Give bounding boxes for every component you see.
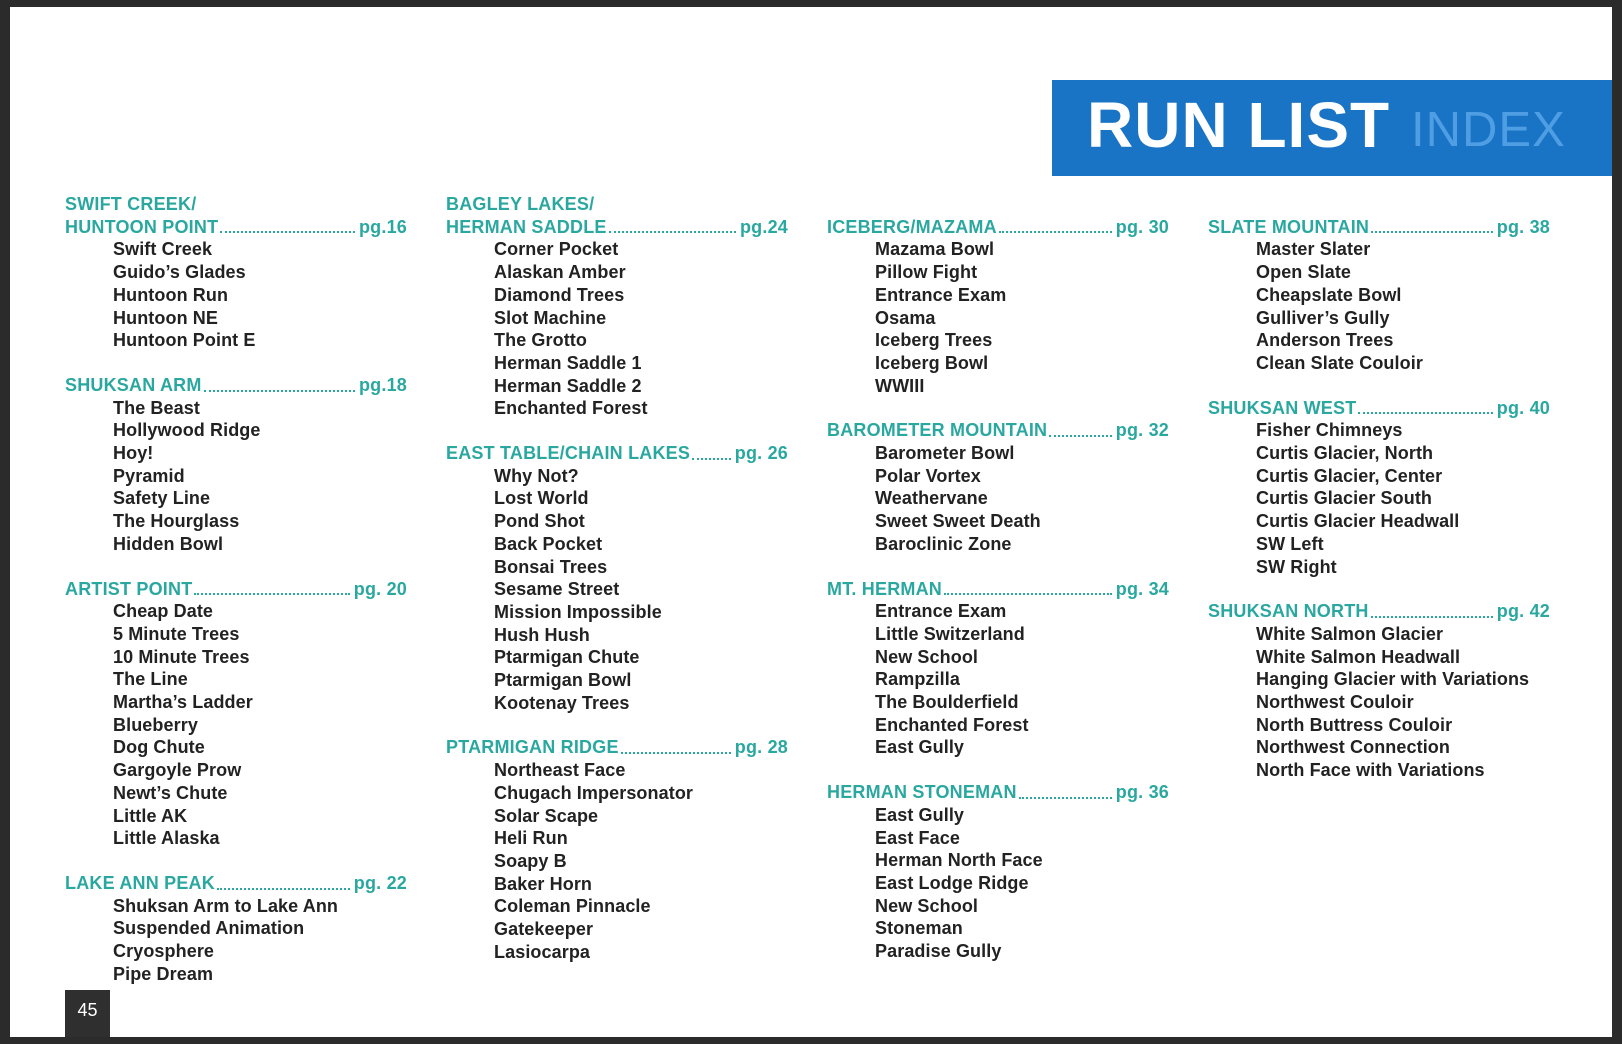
run-name: Safety Line [113,488,211,509]
run-name: Corner Pocket [494,239,619,260]
run-name: East Lodge Ridge [875,872,1029,893]
run-name: Curtis Glacier, Center [1256,465,1443,486]
index-section [446,736,788,963]
index-section [65,872,407,986]
run-name: Paradise Gully [875,941,1002,962]
section-heading [1208,397,1550,420]
run-name: Diamond Trees [494,284,625,305]
run-name: Osama [875,307,936,328]
run-name: Cheap Date [113,601,214,622]
run-name: Entrance Exam [875,284,1007,305]
run-name: SW Left [1256,533,1324,554]
dot-leader [609,216,736,239]
run-name: Why Not? [494,465,579,486]
section-title: SLATE MOUNTAIN [1208,216,1370,237]
section-title: SWIFT CREEK/ [65,194,197,214]
section-heading [65,374,407,397]
run-name: The Boulderfield [875,692,1019,713]
run-list [446,759,788,963]
run-name: Kootenay Trees [494,692,630,713]
run-name: Pipe Dream [113,963,214,984]
run-name: North Buttress Couloir [1256,714,1453,735]
run-name: East Face [875,827,960,848]
run-name: Soapy B [494,850,567,871]
run-name: Martha’s Ladder [113,692,253,713]
run-list [65,238,407,352]
run-name: Curtis Glacier South [1256,488,1433,509]
run-name: The Grotto [494,330,587,351]
dot-leader [220,216,355,239]
run-name: Solar Scape [494,805,599,826]
run-list [827,442,1169,556]
run-name: SW Right [1256,556,1337,577]
run-name: The Beast [113,397,200,418]
section-title: SHUKSAN ARM [65,374,202,395]
run-list [827,804,1169,963]
run-name: East Gully [875,804,965,825]
run-name: Enchanted Forest [875,714,1029,735]
run-name: 5 Minute Trees [113,623,240,644]
run-name: Mission Impossible [494,601,662,622]
page-number: 45 [65,990,110,1037]
run-name: Northeast Face [494,760,626,781]
run-name: New School [875,895,979,916]
run-list [827,600,1169,759]
section-heading [1208,216,1550,239]
run-name: Pillow Fight [875,262,978,283]
section-page-ref: pg. 34 [1115,578,1169,599]
run-name: Northwest Connection [1256,737,1450,758]
run-name: Little Alaska [113,828,220,849]
run-name: Mazama Bowl [875,239,995,260]
run-name: Herman Saddle 2 [494,375,642,396]
section-page-ref: pg.24 [739,216,788,237]
section-heading [446,442,788,465]
section-heading [1208,600,1550,623]
run-name: Ptarmigan Chute [494,647,640,668]
section-heading [446,736,788,759]
run-name: 10 Minute Trees [113,646,250,667]
run-name: WWIII [875,375,925,396]
dot-leader [1019,781,1112,804]
title-banner [1052,80,1612,176]
run-name: White Salmon Glacier [1256,623,1444,644]
run-list [446,465,788,715]
index-section [827,419,1169,555]
dot-leader [1371,216,1493,239]
run-name: Hanging Glacier with Variations [1256,669,1530,690]
run-list [446,238,788,420]
section-page-ref: pg.18 [358,374,407,395]
run-name: Sesame Street [494,579,620,600]
dot-leader [1049,419,1112,442]
run-name: Hollywood Ridge [113,420,261,441]
index-section [827,216,1169,398]
run-name: Huntoon Point E [113,330,256,351]
run-name: Anderson Trees [1256,330,1394,351]
run-name: Entrance Exam [875,601,1007,622]
run-list [65,895,407,986]
dot-leader [217,872,350,895]
run-name: Herman North Face [875,850,1043,871]
index-section [1208,216,1550,375]
run-name: Ptarmigan Bowl [494,670,632,691]
section-title: MT. HERMAN [827,578,942,599]
section-page-ref: pg. 22 [353,872,407,893]
banner-title: RUN LIST [1087,89,1391,161]
section-page-ref: pg. 32 [1115,420,1169,441]
run-name: Barometer Bowl [875,443,1015,464]
run-name: Gulliver’s Gully [1256,307,1390,328]
section-heading [827,419,1169,442]
run-name: East Gully [875,737,965,758]
index-section [65,193,407,352]
dot-leader [194,578,349,601]
dot-leader [999,216,1112,239]
index-section [446,442,788,714]
section-heading [827,578,1169,601]
index-section [65,578,407,850]
document-page [10,7,1612,1037]
section-title: HERMAN SADDLE [446,216,607,237]
index-column-1 [65,193,407,1008]
run-name: White Salmon Headwall [1256,646,1461,667]
run-name: Fisher Chimneys [1256,420,1403,441]
dot-leader [1358,397,1492,420]
run-name: Stoneman [875,918,963,939]
section-title: SHUKSAN NORTH [1208,601,1369,622]
run-list [1208,623,1550,782]
section-title: LAKE ANN PEAK [65,872,215,893]
section-page-ref: pg. 28 [734,737,788,758]
dot-leader [204,374,355,397]
run-name: Coleman Pinnacle [494,896,651,917]
run-name: Huntoon Run [113,284,229,305]
section-title: HERMAN STONEMAN [827,782,1017,803]
run-name: Enchanted Forest [494,398,648,419]
section-page-ref: pg. 42 [1496,601,1550,622]
run-name: Guido’s Glades [113,262,246,283]
section-heading [827,216,1169,239]
run-name: Little Switzerland [875,623,1025,644]
run-name: Heli Run [494,828,568,849]
run-name: Dog Chute [113,737,205,758]
run-list [827,238,1169,397]
run-name: Hush Hush [494,624,590,645]
run-name: Little AK [113,805,188,826]
section-heading [65,578,407,601]
run-name: Cheapslate Bowl [1256,284,1402,305]
run-name: Hidden Bowl [113,533,224,554]
run-name: Pond Shot [494,511,585,532]
dot-leader [944,578,1112,601]
section-page-ref: pg. 30 [1115,216,1169,237]
run-name: Newt’s Chute [113,782,228,803]
dot-leader [1371,600,1493,623]
section-page-ref: pg. 20 [353,578,407,599]
section-title: ICEBERG/MAZAMA [827,216,997,237]
run-name: Northwest Couloir [1256,692,1414,713]
dot-leader [621,736,731,759]
section-title: HUNTOON POINT [65,216,219,237]
run-name: Back Pocket [494,533,603,554]
run-name: Slot Machine [494,307,607,328]
run-name: Pyramid [113,465,185,486]
run-name: North Face with Variations [1256,760,1485,781]
run-name: Herman Saddle 1 [494,352,642,373]
section-title: BAROMETER MOUNTAIN [827,420,1048,441]
index-column-3 [827,216,1169,985]
run-name: Cryosphere [113,941,215,962]
section-page-ref: pg. 26 [734,443,788,464]
run-name: Lasiocarpa [494,941,591,962]
run-name: Chugach Impersonator [494,782,694,803]
index-section [446,193,788,420]
run-name: The Hourglass [113,511,240,532]
banner-subtitle: INDEX [1411,103,1566,157]
run-name: Rampzilla [875,669,960,690]
section-page-ref: pg.16 [358,216,407,237]
section-page-ref: pg. 36 [1115,782,1169,803]
run-list [65,397,407,556]
run-name: Curtis Glacier, North [1256,443,1434,464]
section-title: EAST TABLE/CHAIN LAKES [446,443,691,464]
section-title: PTARMIGAN RIDGE [446,737,619,758]
index-section [827,781,1169,963]
run-name: Weathervane [875,488,988,509]
run-name: Hoy! [113,443,154,464]
index-section [65,374,407,556]
index-section [827,578,1169,760]
section-page-ref: pg. 38 [1496,216,1550,237]
dot-leader [692,442,731,465]
run-name: Huntoon NE [113,307,218,328]
run-name: Swift Creek [113,239,213,260]
run-name: Blueberry [113,714,198,735]
run-name: Gatekeeper [494,919,594,940]
run-name: Polar Vortex [875,465,981,486]
run-name: Gargoyle Prow [113,760,242,781]
run-name: Iceberg Trees [875,330,993,351]
index-section [1208,397,1550,579]
index-section [1208,600,1550,782]
section-title: BAGLEY LAKES/ [446,194,595,214]
run-list [65,600,407,850]
run-name: Lost World [494,488,589,509]
section-page-ref: pg. 40 [1496,397,1550,418]
run-name: Bonsai Trees [494,556,608,577]
run-name: Curtis Glacier Headwall [1256,511,1460,532]
run-name: The Line [113,669,188,690]
section-heading [65,193,407,238]
run-name: Baker Horn [494,873,593,894]
run-list [1208,419,1550,578]
run-list [1208,238,1550,374]
index-column-4 [1208,216,1550,804]
run-name: Open Slate [1256,262,1352,283]
run-name: Master Slater [1256,239,1371,260]
section-heading [65,872,407,895]
run-name: Baroclinic Zone [875,533,1012,554]
section-title: ARTIST POINT [65,578,193,599]
index-column-2 [446,193,788,986]
run-name: Iceberg Bowl [875,352,989,373]
run-name: Suspended Animation [113,918,305,939]
run-name: Alaskan Amber [494,262,626,283]
section-heading [827,781,1169,804]
run-name: Shuksan Arm to Lake Ann [113,895,339,916]
run-name: New School [875,646,979,667]
section-title: SHUKSAN WEST [1208,397,1357,418]
run-name: Clean Slate Couloir [1256,352,1423,373]
section-heading [446,193,788,238]
run-name: Sweet Sweet Death [875,511,1041,532]
